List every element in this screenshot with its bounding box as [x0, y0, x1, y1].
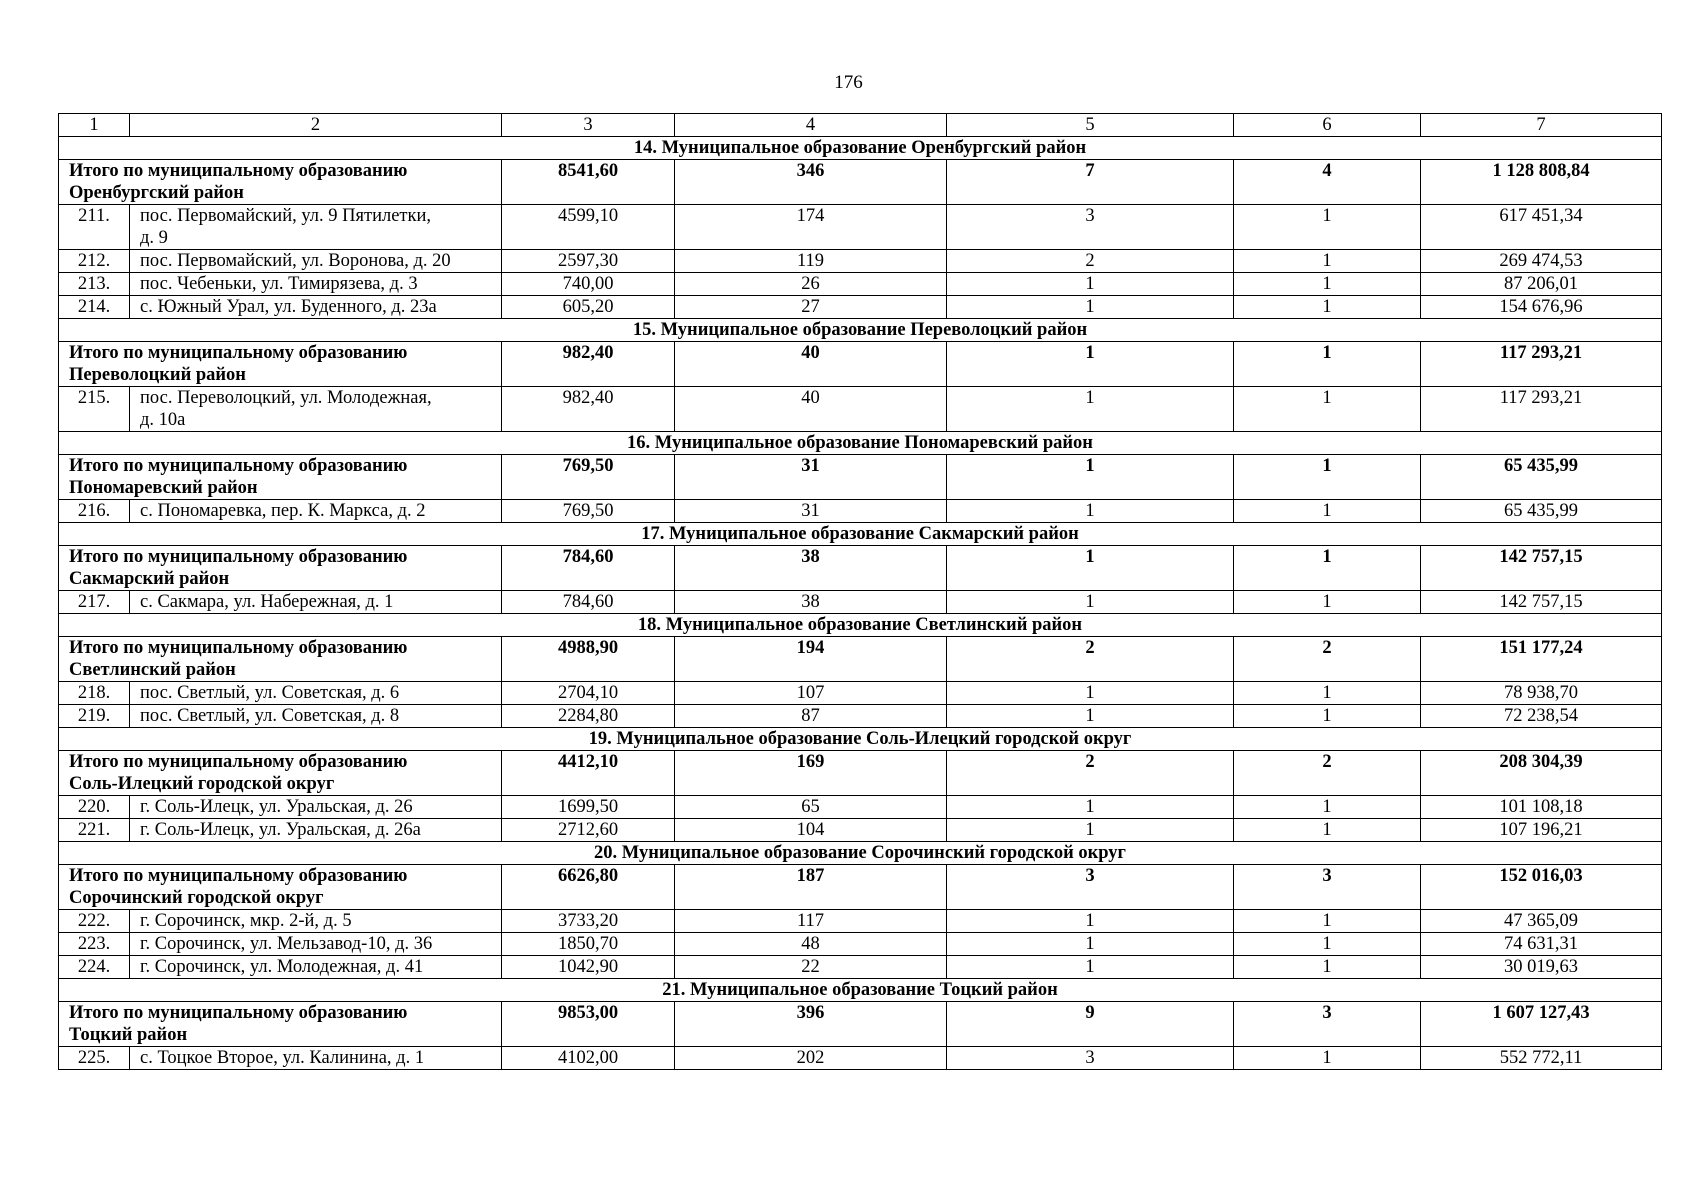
section-title-row — [59, 979, 1662, 1002]
total-label-line: Итого по муниципальному образованию — [69, 638, 408, 658]
address-cell — [130, 205, 502, 250]
address-cell — [130, 796, 502, 819]
header-row — [59, 114, 1662, 137]
total-label — [59, 1002, 502, 1047]
section-total-row — [59, 1002, 1662, 1047]
row-value: 1 — [947, 296, 1234, 319]
row-value: 1 — [947, 500, 1234, 523]
total-value: 784,60 — [502, 546, 675, 591]
row-value: 107 — [675, 682, 947, 705]
address-line: пос. Переволоцкий, ул. Молодежная, — [140, 388, 432, 408]
row-value: 1 — [1234, 705, 1421, 728]
table-body — [59, 114, 1662, 1070]
section-title-row — [59, 432, 1662, 455]
table-row — [59, 705, 1662, 728]
row-value: 107 196,21 — [1421, 819, 1662, 842]
page-number: 176 — [834, 72, 863, 93]
address-cell — [130, 500, 502, 523]
row-value: 1 — [1234, 250, 1421, 273]
row-value: 117 — [675, 910, 947, 933]
total-value: 2 — [947, 637, 1234, 682]
total-value: 38 — [675, 546, 947, 591]
row-value: 1850,70 — [502, 933, 675, 956]
total-value: 65 435,99 — [1421, 455, 1662, 500]
total-value: 9 — [947, 1002, 1234, 1047]
row-number: 219. — [59, 705, 130, 728]
row-number: 218. — [59, 682, 130, 705]
total-label-line: Сакмарский район — [69, 569, 230, 589]
row-value: 1 — [1234, 819, 1421, 842]
row-value: 30 019,63 — [1421, 956, 1662, 979]
row-value: 38 — [675, 591, 947, 614]
address-line: с. Сакмара, ул. Набережная, д. 1 — [140, 592, 394, 612]
total-label-line: Итого по муниципальному образованию — [69, 161, 408, 181]
address-cell — [130, 387, 502, 432]
row-number: 224. — [59, 956, 130, 979]
total-value: 2 — [947, 751, 1234, 796]
row-number: 225. — [59, 1047, 130, 1070]
row-value: 72 238,54 — [1421, 705, 1662, 728]
row-value: 269 474,53 — [1421, 250, 1662, 273]
total-value: 3 — [1234, 865, 1421, 910]
total-value: 4 — [1234, 160, 1421, 205]
row-value: 1 — [1234, 387, 1421, 432]
row-value: 74 631,31 — [1421, 933, 1662, 956]
address-line: пос. Светлый, ул. Советская, д. 6 — [140, 683, 400, 703]
row-value: 31 — [675, 500, 947, 523]
total-value: 4412,10 — [502, 751, 675, 796]
row-value: 2704,10 — [502, 682, 675, 705]
address-line: г. Сорочинск, мкр. 2-й, д. 5 — [140, 911, 352, 931]
header-cell: 5 — [947, 114, 1234, 137]
row-value: 552 772,11 — [1421, 1047, 1662, 1070]
row-value: 1 — [1234, 682, 1421, 705]
row-value: 1 — [1234, 796, 1421, 819]
row-number: 221. — [59, 819, 130, 842]
row-value: 40 — [675, 387, 947, 432]
row-number: 223. — [59, 933, 130, 956]
address-cell — [130, 910, 502, 933]
row-value: 142 757,15 — [1421, 591, 1662, 614]
row-value: 1 — [947, 819, 1234, 842]
section-total-row — [59, 342, 1662, 387]
address-cell — [130, 705, 502, 728]
total-label-line: Светлинский район — [69, 660, 236, 680]
section-title: 17. Муниципальное образование Сакмарский район — [59, 523, 1662, 546]
table-row — [59, 387, 1662, 432]
section-title: 20. Муниципальное образование Сорочинский городской округ — [59, 842, 1662, 865]
total-value: 346 — [675, 160, 947, 205]
section-total-row — [59, 637, 1662, 682]
row-value: 1 — [1234, 910, 1421, 933]
address-cell — [130, 819, 502, 842]
section-title: 21. Муниципальное образование Тоцкий район — [59, 979, 1662, 1002]
total-value: 2 — [1234, 751, 1421, 796]
address-line: г. Сорочинск, ул. Молодежная, д. 41 — [140, 957, 424, 977]
header-cell: 7 — [1421, 114, 1662, 137]
row-value: 117 293,21 — [1421, 387, 1662, 432]
table-row — [59, 956, 1662, 979]
address-cell — [130, 956, 502, 979]
section-title-row — [59, 842, 1662, 865]
total-label-line: Итого по муниципальному образованию — [69, 866, 408, 886]
total-value: 1 — [1234, 342, 1421, 387]
table-row — [59, 250, 1662, 273]
row-value: 1 — [947, 796, 1234, 819]
row-value: 1 — [1234, 591, 1421, 614]
row-value: 2 — [947, 250, 1234, 273]
header-cell: 3 — [502, 114, 675, 137]
row-value: 1 — [947, 682, 1234, 705]
row-value: 1042,90 — [502, 956, 675, 979]
row-value: 1 — [1234, 1047, 1421, 1070]
address-line: пос. Светлый, ул. Советская, д. 8 — [140, 706, 400, 726]
section-total-row — [59, 751, 1662, 796]
header-cell: 6 — [1234, 114, 1421, 137]
row-value: 1 — [947, 273, 1234, 296]
address-line: пос. Первомайский, ул. Воронова, д. 20 — [140, 251, 451, 271]
row-value: 1 — [947, 956, 1234, 979]
table-row — [59, 682, 1662, 705]
row-value: 1 — [947, 933, 1234, 956]
row-value: 1 — [1234, 500, 1421, 523]
address-line: д. 10а — [140, 410, 186, 430]
total-value: 187 — [675, 865, 947, 910]
header-cell: 1 — [59, 114, 130, 137]
total-value: 1 128 808,84 — [1421, 160, 1662, 205]
row-value: 202 — [675, 1047, 947, 1070]
row-value: 2712,60 — [502, 819, 675, 842]
row-value: 104 — [675, 819, 947, 842]
address-line: г. Сорочинск, ул. Мельзавод-10, д. 36 — [140, 934, 433, 954]
total-label — [59, 160, 502, 205]
total-label — [59, 751, 502, 796]
total-value: 769,50 — [502, 455, 675, 500]
total-value: 982,40 — [502, 342, 675, 387]
address-line: г. Соль-Илецк, ул. Уральская, д. 26 — [140, 797, 413, 817]
table-row — [59, 296, 1662, 319]
row-value: 1 — [1234, 273, 1421, 296]
row-value: 617 451,34 — [1421, 205, 1662, 250]
table-row — [59, 1047, 1662, 1070]
table-row — [59, 819, 1662, 842]
row-value: 605,20 — [502, 296, 675, 319]
table-row — [59, 591, 1662, 614]
total-value: 1 — [947, 342, 1234, 387]
header-cell: 2 — [130, 114, 502, 137]
row-value: 1 — [947, 591, 1234, 614]
row-value: 47 365,09 — [1421, 910, 1662, 933]
row-value: 1 — [947, 910, 1234, 933]
address-line: пос. Чебеньки, ул. Тимирязева, д. 3 — [140, 274, 418, 294]
total-label-line: Итого по муниципальному образованию — [69, 456, 408, 476]
total-label-line: Итого по муниципальному образованию — [69, 547, 408, 567]
total-value: 142 757,15 — [1421, 546, 1662, 591]
total-value: 1 — [1234, 455, 1421, 500]
address-cell — [130, 273, 502, 296]
row-number: 217. — [59, 591, 130, 614]
section-title: 18. Муниципальное образование Светлинский район — [59, 614, 1662, 637]
total-value: 31 — [675, 455, 947, 500]
row-value: 1 — [1234, 933, 1421, 956]
address-line: с. Пономаревка, пер. К. Маркса, д. 2 — [140, 501, 426, 521]
section-title-row — [59, 137, 1662, 160]
row-value: 784,60 — [502, 591, 675, 614]
row-value: 119 — [675, 250, 947, 273]
row-value: 87 — [675, 705, 947, 728]
total-value: 6626,80 — [502, 865, 675, 910]
table-row — [59, 205, 1662, 250]
total-value: 169 — [675, 751, 947, 796]
total-value: 152 016,03 — [1421, 865, 1662, 910]
row-value: 1 — [947, 387, 1234, 432]
housing-table — [58, 113, 1662, 1070]
row-number: 220. — [59, 796, 130, 819]
total-label-line: Тоцкий район — [69, 1025, 188, 1045]
row-value: 3733,20 — [502, 910, 675, 933]
address-cell — [130, 250, 502, 273]
table-row — [59, 910, 1662, 933]
total-value: 4988,90 — [502, 637, 675, 682]
total-value: 1 — [1234, 546, 1421, 591]
section-title-row — [59, 728, 1662, 751]
row-value: 174 — [675, 205, 947, 250]
total-value: 3 — [1234, 1002, 1421, 1047]
total-value: 3 — [947, 865, 1234, 910]
total-value: 194 — [675, 637, 947, 682]
address-cell — [130, 682, 502, 705]
total-value: 7 — [947, 160, 1234, 205]
row-number: 211. — [59, 205, 130, 250]
section-total-row — [59, 546, 1662, 591]
section-total-row — [59, 865, 1662, 910]
row-value: 740,00 — [502, 273, 675, 296]
total-label — [59, 546, 502, 591]
total-label-line: Итого по муниципальному образованию — [69, 752, 408, 772]
row-number: 212. — [59, 250, 130, 273]
row-value: 2597,30 — [502, 250, 675, 273]
table-row — [59, 933, 1662, 956]
section-title-row — [59, 614, 1662, 637]
row-value: 3 — [947, 1047, 1234, 1070]
row-value: 22 — [675, 956, 947, 979]
row-value: 27 — [675, 296, 947, 319]
row-number: 214. — [59, 296, 130, 319]
total-label-line: Итого по муниципальному образованию — [69, 1003, 408, 1023]
total-label-line: Переволоцкий район — [69, 365, 246, 385]
row-value: 48 — [675, 933, 947, 956]
address-line: пос. Первомайский, ул. 9 Пятилетки, — [140, 206, 432, 226]
table-row — [59, 500, 1662, 523]
row-value: 87 206,01 — [1421, 273, 1662, 296]
total-label — [59, 637, 502, 682]
total-label — [59, 865, 502, 910]
section-title-row — [59, 523, 1662, 546]
total-value: 9853,00 — [502, 1002, 675, 1047]
row-value: 26 — [675, 273, 947, 296]
total-label-line: Пономаревский район — [69, 478, 258, 498]
address-line: г. Соль-Илецк, ул. Уральская, д. 26а — [140, 820, 421, 840]
row-value: 1 — [1234, 205, 1421, 250]
total-label — [59, 342, 502, 387]
total-label — [59, 455, 502, 500]
row-value: 101 108,18 — [1421, 796, 1662, 819]
row-value: 65 435,99 — [1421, 500, 1662, 523]
address-cell — [130, 1047, 502, 1070]
table-row — [59, 796, 1662, 819]
row-value: 1 — [1234, 296, 1421, 319]
address-line: с. Тоцкое Второе, ул. Калинина, д. 1 — [140, 1048, 425, 1068]
row-value: 769,50 — [502, 500, 675, 523]
address-line: с. Южный Урал, ул. Буденного, д. 23а — [140, 297, 437, 317]
row-value: 78 938,70 — [1421, 682, 1662, 705]
total-label-line: Сорочинский городской округ — [69, 888, 324, 908]
section-total-row — [59, 455, 1662, 500]
table-row — [59, 273, 1662, 296]
total-value: 2 — [1234, 637, 1421, 682]
address-cell — [130, 296, 502, 319]
total-label-line: Итого по муниципальному образованию — [69, 343, 408, 363]
section-title: 15. Муниципальное образование Переволоцкий район — [59, 319, 1662, 342]
row-value: 65 — [675, 796, 947, 819]
total-value: 151 177,24 — [1421, 637, 1662, 682]
address-line: д. 9 — [140, 228, 168, 248]
row-number: 213. — [59, 273, 130, 296]
total-value: 40 — [675, 342, 947, 387]
total-value: 396 — [675, 1002, 947, 1047]
total-value: 8541,60 — [502, 160, 675, 205]
row-value: 1 — [1234, 956, 1421, 979]
row-number: 215. — [59, 387, 130, 432]
row-value: 982,40 — [502, 387, 675, 432]
row-value: 154 676,96 — [1421, 296, 1662, 319]
total-value: 117 293,21 — [1421, 342, 1662, 387]
row-value: 4102,00 — [502, 1047, 675, 1070]
total-value: 208 304,39 — [1421, 751, 1662, 796]
address-cell — [130, 591, 502, 614]
row-value: 4599,10 — [502, 205, 675, 250]
row-number: 222. — [59, 910, 130, 933]
header-cell: 4 — [675, 114, 947, 137]
address-cell — [130, 933, 502, 956]
row-value: 3 — [947, 205, 1234, 250]
section-title: 19. Муниципальное образование Соль-Илецкий городской округ — [59, 728, 1662, 751]
total-value: 1 607 127,43 — [1421, 1002, 1662, 1047]
total-value: 1 — [947, 546, 1234, 591]
row-value: 1699,50 — [502, 796, 675, 819]
row-value: 1 — [947, 705, 1234, 728]
section-title-row — [59, 319, 1662, 342]
section-total-row — [59, 160, 1662, 205]
total-label-line: Соль-Илецкий городской округ — [69, 774, 335, 794]
section-title: 14. Муниципальное образование Оренбургский район — [59, 137, 1662, 160]
row-number: 216. — [59, 500, 130, 523]
total-value: 1 — [947, 455, 1234, 500]
total-label-line: Оренбургский район — [69, 183, 244, 203]
row-value: 2284,80 — [502, 705, 675, 728]
section-title: 16. Муниципальное образование Пономаревский район — [59, 432, 1662, 455]
